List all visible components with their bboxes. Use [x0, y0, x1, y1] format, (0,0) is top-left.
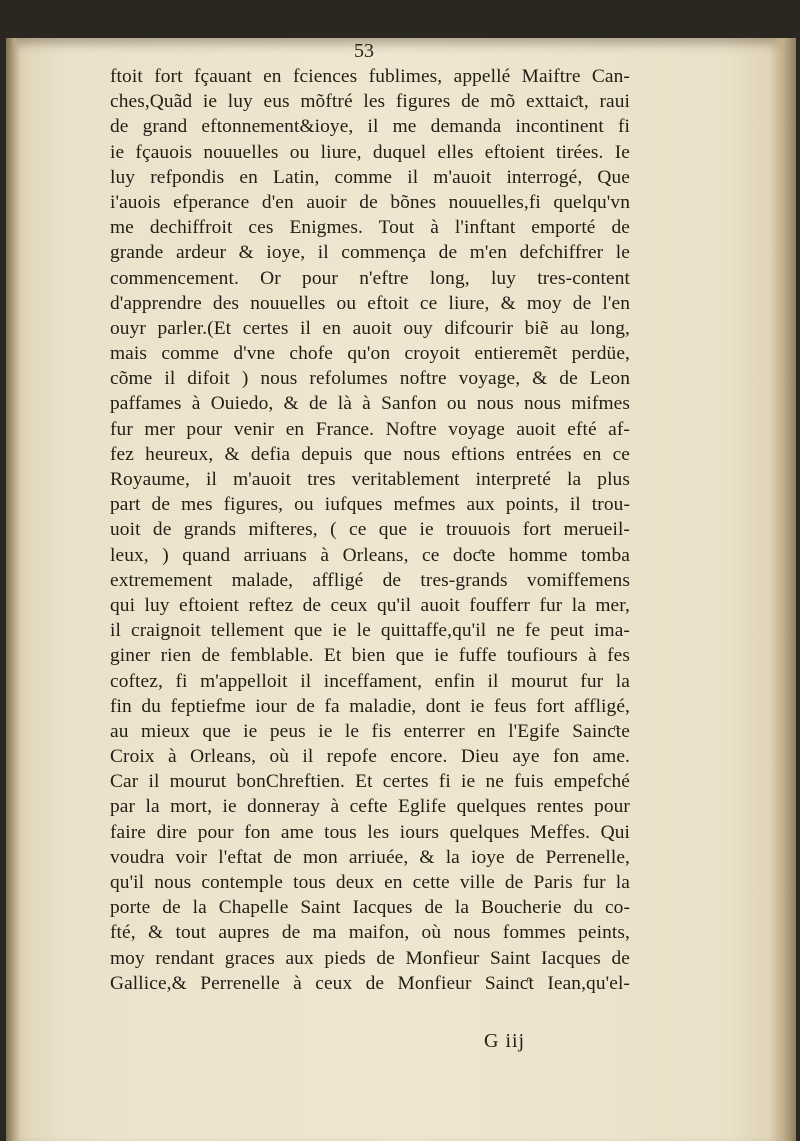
page-number: 53	[354, 40, 374, 62]
text-line: cõme il difoit ) nous refolumes noftre voyage, & de Leon	[110, 368, 630, 390]
text-line: uoit de grands mifteres, ( ce que ie trouuois fort merueil-	[110, 519, 630, 541]
text-line: fur mer pour venir en France. Noftre voyage auoit efté af-	[110, 418, 630, 440]
text-line: par la mort, ie donneray à cefte Eglife quelques rentes pour	[110, 796, 630, 818]
text-line: coftez, fi m'appelloit il inceffament, enfin il mourut fur la	[110, 670, 630, 692]
text-line: fté, & tout aupres de ma maifon, où nous fommes peints,	[110, 922, 630, 944]
text-line: qu'il nous contemple tous deux en cette ville de Paris fur la	[110, 872, 630, 893]
text-line: commencement. Or pour n'eftre long, luy tres-content	[110, 267, 630, 289]
text-line: ouyr parler.(Et certes il en auoit ouy difcourir biẽ au long,	[110, 317, 630, 339]
text-line: i'auois efperance d'en auoir de bõnes nouuelles,fi quelqu'vn	[110, 191, 630, 213]
text-line: moy rendant graces aux pieds de Monfieur Saint Iacques de	[110, 947, 630, 969]
text-line: me dechiffroit ces Enigmes. Tout à l'inftant emporté de	[110, 217, 630, 239]
text-line: Car il mourut bonChreftien. Et certes fi ie ne fuis empefché	[110, 771, 630, 793]
body-text	[110, 64, 630, 996]
text-line: extremement malade, affligé de tres-grands vomiffemens	[110, 569, 630, 591]
text-line: leux, ) quand arriuans à Orleans, ce doƈte homme tomba	[110, 544, 630, 566]
signature-mark: G iij	[484, 1030, 526, 1052]
text-line: au mieux que ie peus ie le fis enterrer en l'Egife Sainƈte	[110, 720, 630, 742]
text-line: Croix à Orleans, où il repofe encore. Dieu aye fon ame.	[110, 746, 630, 768]
text-line: Gallice,& Perrenelle à ceux de Monfieur Sainƈt Iean,qu'el-	[110, 972, 630, 994]
text-line: luy refpondis en Latin, comme il m'auoit interrogé, Que	[110, 166, 630, 188]
text-line: de grand eftonnement&ioye, il me demanda incontinent fi	[110, 116, 630, 138]
text-line: ie fçauois nouuelles ou liure, duquel elles eftoient tirées. Ie	[110, 141, 630, 163]
text-line: mais comme d'vne chofe qu'on croyoit entieremẽt perdüe,	[110, 343, 630, 365]
text-line: paffames à Ouiedo, & de là à Sanfon ou nous nous mifmes	[110, 393, 630, 415]
text-line: giner rien de femblable. Et bien que ie fuffe toufiours à fes	[110, 645, 630, 667]
text-line: grande ardeur & ioye, il commença de m'en defchiffrer le	[110, 242, 630, 264]
text-line: ftoit fort fçauant en fciences fublimes, appellé Maiftre Can-	[110, 66, 630, 87]
text-line: d'apprendre des nouuelles ou eftoit ce liure, & moy de l'en	[110, 292, 630, 314]
text-line: porte de la Chapelle Saint Iacques de la Boucherie du co-	[110, 897, 630, 919]
text-line: qui luy eftoient reftez de ceux qu'il auoit foufferr fur la mer,	[110, 594, 630, 616]
text-line: ches,Quãd ie luy eus mõftré les figures de mõ exttaiƈt, raui	[110, 91, 630, 113]
text-line: fin du feptiefme iour de fa maladie, dont ie feus fort affligé,	[110, 695, 630, 717]
text-line: fez heureux, & defia depuis que nous eftions entrées en ce	[110, 443, 630, 465]
text-line: il craignoit tellement que ie le quittaffe,qu'il ne fe peut ima-	[110, 620, 630, 642]
text-line: part de mes figures, ou iufques mefmes aux points, il trou-	[110, 494, 630, 516]
text-line: faire dire pour fon ame tous les iours quelques Meffes. Qui	[110, 821, 630, 843]
text-line: voudra voir l'eftat de mon arriuée, & la ioye de Perrenelle,	[110, 846, 630, 868]
page-fore-edge	[770, 38, 796, 1141]
text-line: Royaume, il m'auoit tres veritablement interpreté la plus	[110, 469, 630, 490]
page-gutter-shadow	[6, 38, 20, 1141]
